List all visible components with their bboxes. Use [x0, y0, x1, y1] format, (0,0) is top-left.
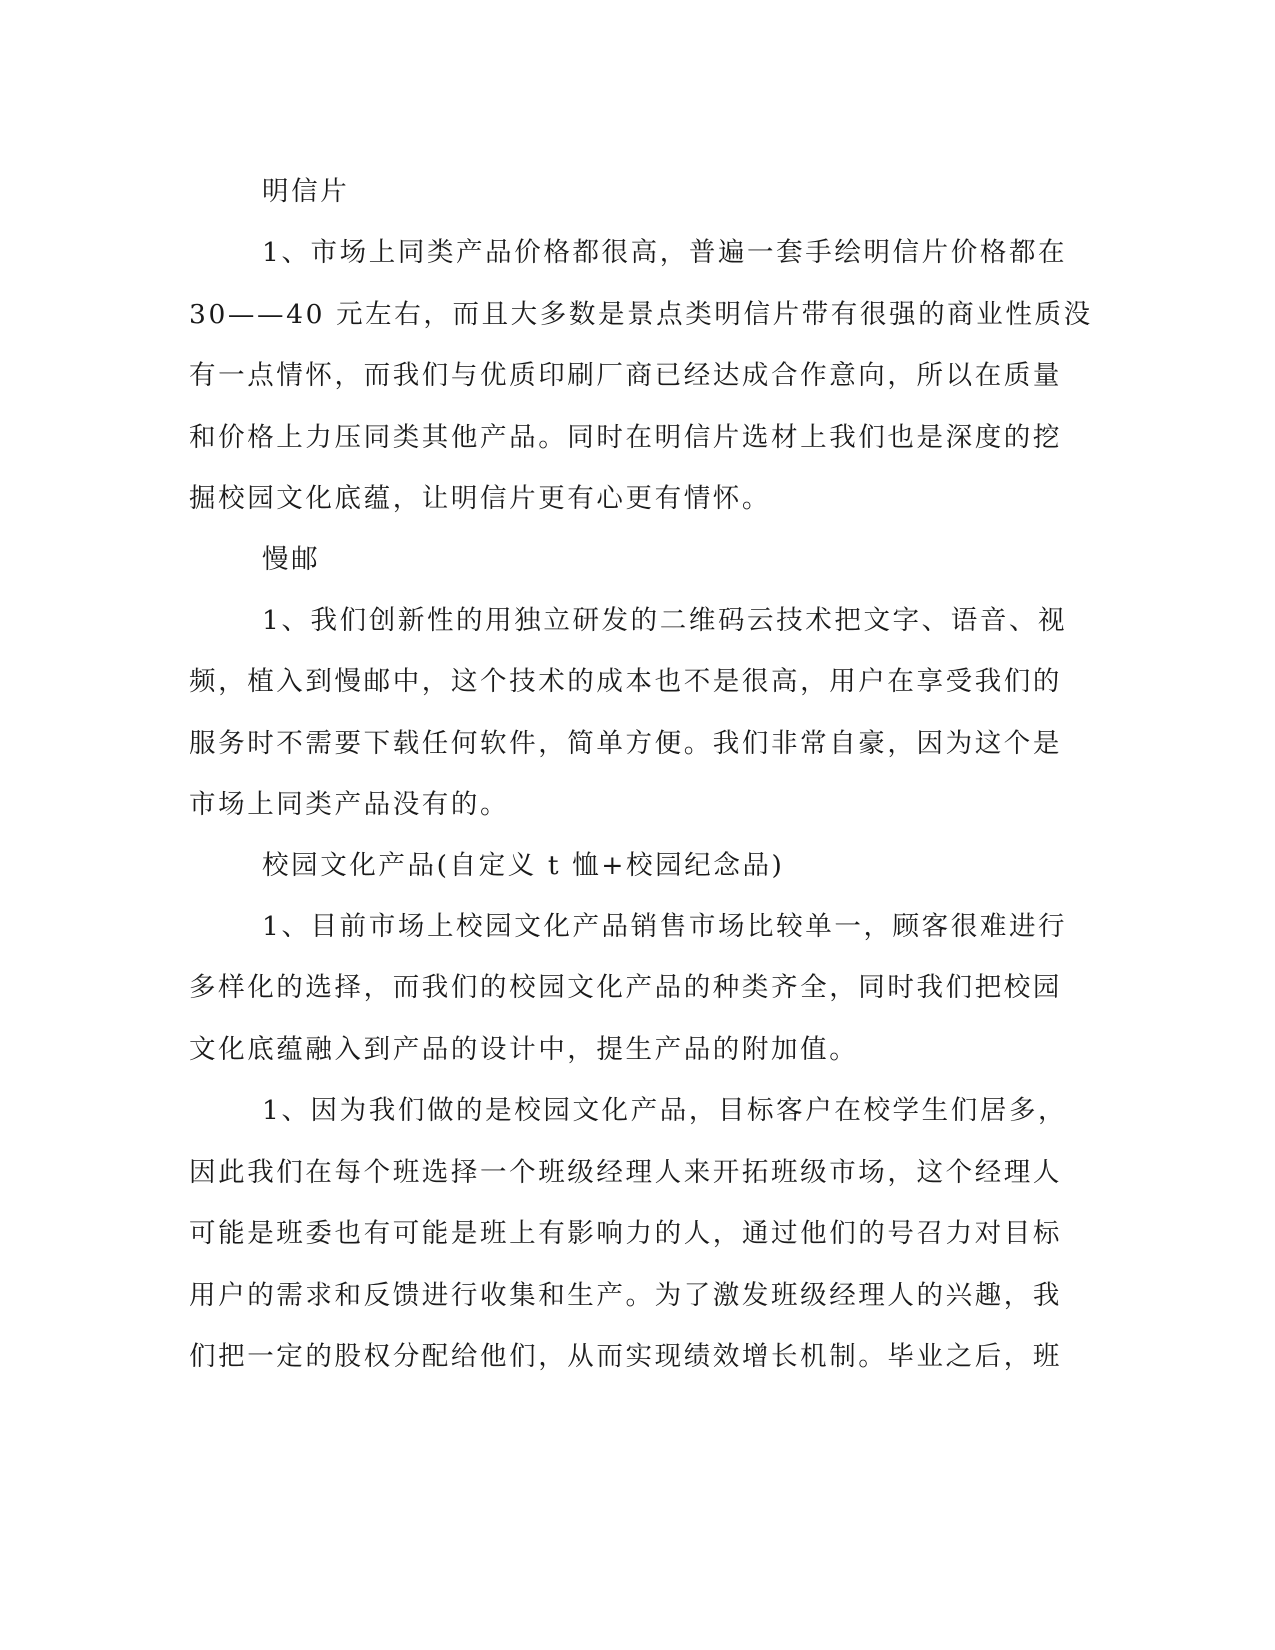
paragraph-line: 30——40 元左右，而且大多数是景点类明信片带有很强的商业性质没: [189, 298, 1093, 330]
paragraph-line: 掘校园文化底蕴，让明信片更有心更有情怀。: [189, 483, 771, 514]
paragraph-line: 文化底蕴融入到产品的设计中，提生产品的附加值。: [189, 1033, 859, 1065]
paragraph-campus-products-1: [189, 896, 1068, 1081]
paragraph-line: 因此我们在每个班选择一个班级经理人来开拓班级市场，这个经理人: [189, 1156, 1062, 1188]
paragraph-campus-products-2: [189, 1080, 1068, 1388]
paragraph-slow-mail: [189, 590, 1068, 836]
paragraph-line: 1、目前市场上校园文化产品销售市场比较单一，顾客很难进行: [262, 910, 1068, 942]
paragraph-line: 1、因为我们做的是校园文化产品，目标客户在校学生们居多，: [262, 1095, 1068, 1126]
paragraph-line: 服务时不需要下载任何软件，简单方便。我们非常自豪，因为这个是: [189, 727, 1062, 759]
paragraph-line: 有一点情怀，而我们与优质印刷厂商已经达成合作意向，所以在质量: [189, 360, 1062, 391]
section-heading-slow-mail: 慢邮: [262, 543, 321, 575]
section-heading-campus-products: 校园文化产品(自定义 t 恤+校园纪念品): [262, 849, 785, 881]
paragraph-line: 多样化的选择，而我们的校园文化产品的种类齐全，同时我们把校园: [189, 972, 1062, 1003]
paragraph-line: 1、我们创新性的用独立研发的二维码云技术把文字、语音、视: [262, 604, 1068, 636]
paragraph-line: 和价格上力压同类其他产品。同时在明信片选材上我们也是深度的挖: [189, 421, 1062, 453]
paragraph-line: 市场上同类产品没有的。: [189, 789, 510, 820]
paragraph-line: 频，植入到慢邮中，这个技术的成本也不是很高，用户在享受我们的: [189, 666, 1062, 697]
paragraph-line: 们把一定的股权分配给他们，从而实现绩效增长机制。毕业之后，班: [189, 1341, 1062, 1372]
section-heading-postcard: 明信片: [262, 176, 350, 207]
document-body: [189, 162, 1093, 1388]
paragraph-line: 1、市场上同类产品价格都很高，普遍一套手绘明信片价格都在: [262, 237, 1068, 268]
paragraph-line: 可能是班委也有可能是班上有影响力的人，通过他们的号召力对目标: [189, 1218, 1062, 1249]
paragraph-postcard: [189, 222, 1093, 530]
paragraph-line: 用户的需求和反馈进行收集和生产。为了激发班级经理人的兴趣，我: [189, 1279, 1062, 1311]
